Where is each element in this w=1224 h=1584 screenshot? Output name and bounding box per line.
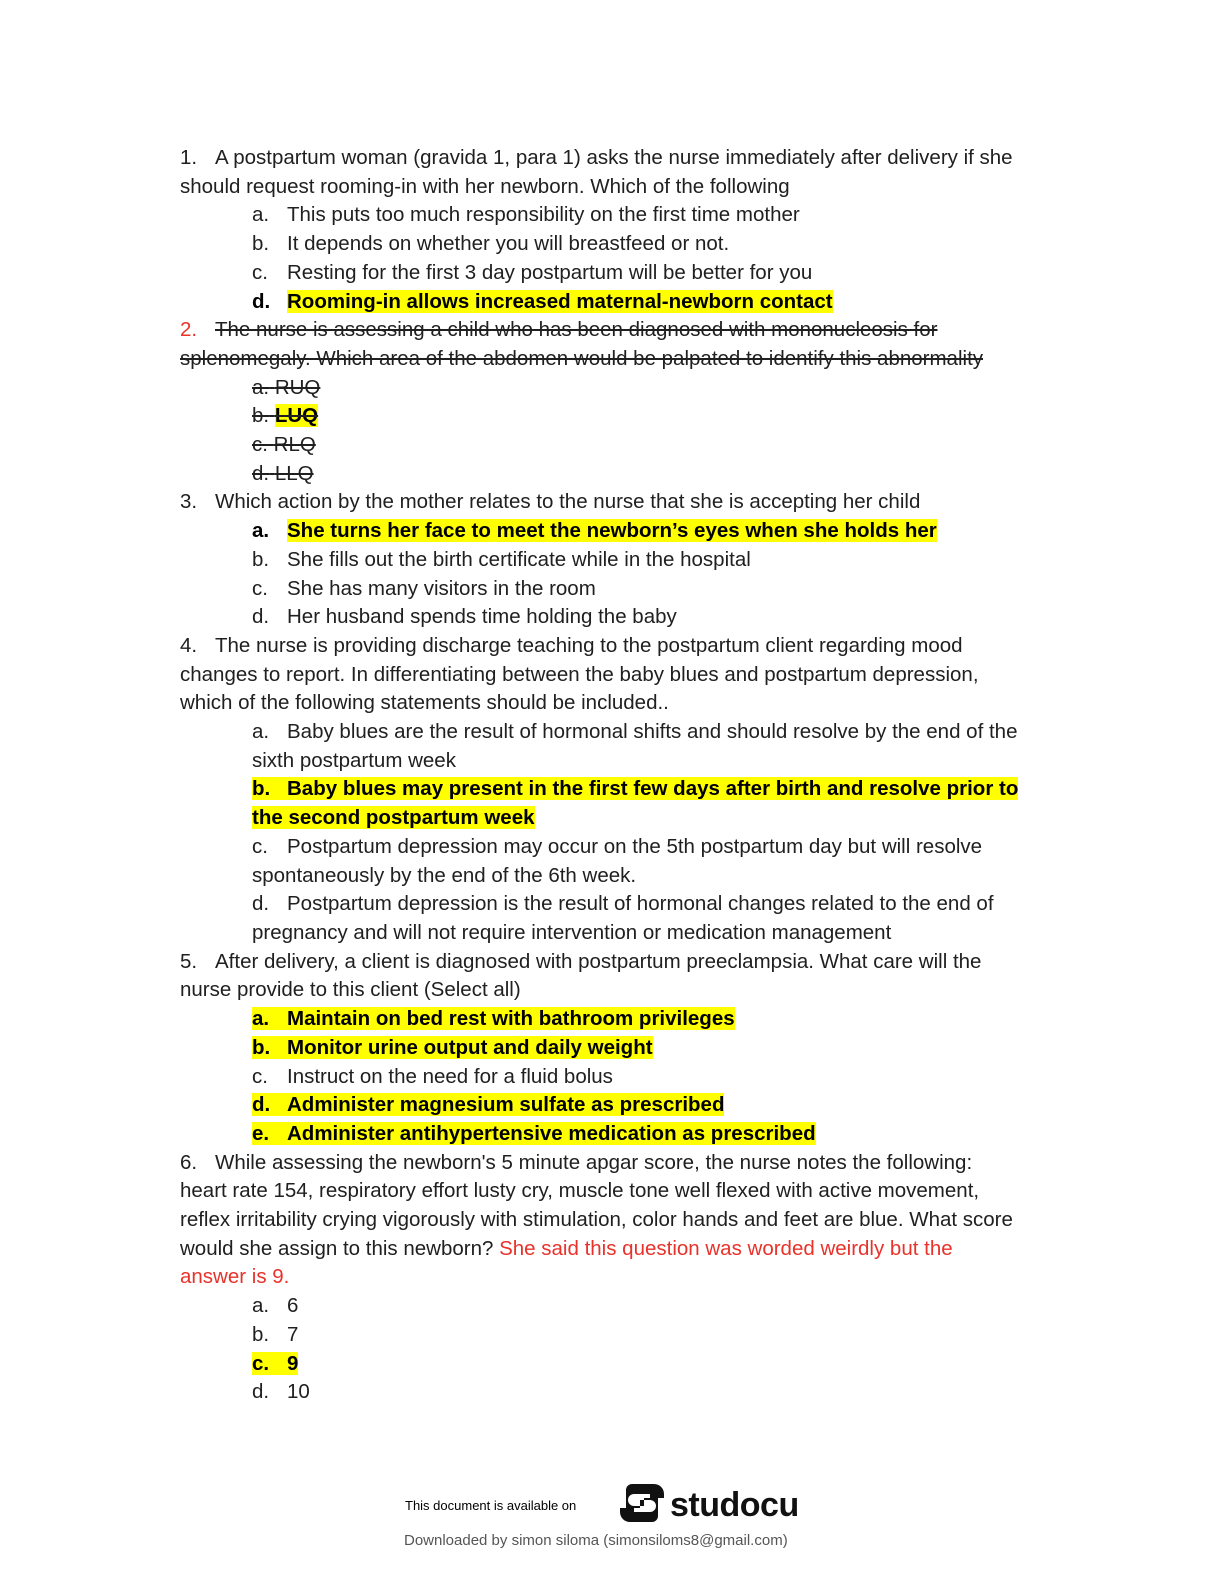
question-6-line-1	[180, 1149, 1070, 1178]
downloaded-by-text: Downloaded by simon siloma (simonsiloms8@gmail.com)	[404, 1532, 788, 1549]
question-text: The nurse is assessing a child who has been diagnosed with mononucleosis for	[215, 318, 938, 342]
studocu-wordmark: studocu	[670, 1486, 799, 1524]
option-3b: b. She fills out the birth certificate while in the hospital	[252, 547, 751, 571]
option-5d-answer: d. Administer magnesium sulfate as prescribed	[252, 1093, 725, 1117]
option-4c: c. Postpartum depression may occur on the 5th postpartum day but will resolve	[252, 834, 983, 858]
option-6c-answer: c. 9	[252, 1351, 299, 1375]
option-1b: b. It depends on whether you will breastfeed or not.	[252, 232, 730, 256]
option-4d-cont: pregnancy and will not require intervention or medication management	[252, 920, 892, 944]
available-on-text: This document is available on	[405, 1498, 577, 1513]
question-text: While assessing the newborn's 5 minute apgar score, the nurse notes the following:	[215, 1150, 973, 1174]
option-5b-answer: b. Monitor urine output and daily weight	[252, 1035, 653, 1059]
option-6a: a. 6	[252, 1294, 299, 1318]
question-2-line-2: splenomegaly. Which area of the abdomen would be palpated to identify this abnormality	[180, 346, 984, 370]
question-4-line-3: which of the following statements should be included..	[180, 691, 669, 715]
option-4d: d. Postpartum depression is the result of hormonal changes related to the end of	[252, 892, 994, 916]
question-3-line-1	[180, 488, 1070, 517]
option-5e-answer: e. Administer antihypertensive medication as prescribed	[252, 1121, 816, 1145]
question-1-line-2: should request rooming-in with her newborn. Which of the following	[180, 174, 790, 198]
question-6-line-3: reflex irritability crying vigorously with stimulation, color hands and feet are blue. What score	[180, 1208, 1013, 1232]
option-1d-answer: d. Rooming-in allows increased maternal-newborn contact	[252, 289, 833, 313]
option-2c: c. RLQ	[252, 433, 316, 457]
option-4b-answer: b. Baby blues may present in the first few days after birth and resolve prior to	[252, 777, 1019, 801]
option-3a-answer: a. She turns her face to meet the newborn’s eyes when she holds her	[252, 519, 937, 543]
option-5c: c. Instruct on the need for a fluid bolus	[252, 1064, 613, 1088]
option-2a: a. RUQ	[252, 375, 321, 399]
question-5-line-1	[180, 948, 1070, 977]
option-5a-answer: a. Maintain on bed rest with bathroom privileges	[252, 1007, 735, 1031]
option-4b-cont: the second postpartum week	[252, 806, 535, 830]
question-2-line-1	[180, 316, 1070, 345]
question-number: 2.	[180, 318, 198, 342]
question-6-line-2: heart rate 154, respiratory effort lusty cry, muscle tone well flexed with active movement,	[180, 1179, 980, 1203]
option-3c: c. She has many visitors in the room	[252, 576, 596, 600]
option-4a: a. Baby blues are the result of hormonal shifts and should resolve by the end of the	[252, 720, 1018, 744]
option-6b: b. 7	[252, 1322, 299, 1346]
question-number: 1.	[180, 146, 198, 169]
question-5-line-2: nurse provide to this client (Select all)	[180, 978, 521, 1002]
question-number: 6.	[180, 1150, 198, 1174]
option-1a: a. This puts too much responsibility on the first time mother	[252, 203, 800, 227]
question-4-line-2: changes to report. In differentiating between the baby blues and postpartum depression,	[180, 662, 979, 686]
question-text: A postpartum woman (gravida 1, para 1) asks the nurse immediately after delivery if she	[215, 146, 1013, 169]
document-body	[180, 144, 1070, 1407]
instructor-note: She said this question was worded weirdly but the	[499, 1236, 953, 1260]
question-text: Which action by the mother relates to the nurse that she is accepting her child	[215, 490, 921, 514]
option-2b: b. LUQ	[252, 404, 319, 428]
studocu-icon	[620, 1480, 666, 1531]
question-text: After delivery, a client is diagnosed with postpartum preeclampsia. What care will the	[215, 949, 982, 973]
instructor-note-cont: answer is 9.	[180, 1265, 290, 1289]
option-3d: d. Her husband spends time holding the baby	[252, 605, 677, 629]
question-text: The nurse is providing discharge teaching to the postpartum client regarding mood	[215, 633, 963, 657]
option-4a-cont: sixth postpartum week	[252, 748, 456, 772]
question-number: 4.	[180, 633, 198, 657]
option-2d: d. LLQ	[252, 461, 314, 485]
option-6d: d. 10	[252, 1380, 310, 1404]
question-4-line-1	[180, 632, 1070, 661]
option-1c: c. Resting for the first 3 day postpartum will be better for you	[252, 260, 813, 284]
question-number: 5.	[180, 949, 198, 973]
studocu-logo[interactable]	[620, 1480, 799, 1531]
question-6-line-4: would she assign to this newborn? She said this question was worded weirdly but the	[180, 1236, 953, 1260]
question-1-line-1	[180, 144, 1070, 173]
option-4c-cont: spontaneously by the end of the 6th week.	[252, 863, 637, 887]
question-number: 3.	[180, 490, 198, 514]
